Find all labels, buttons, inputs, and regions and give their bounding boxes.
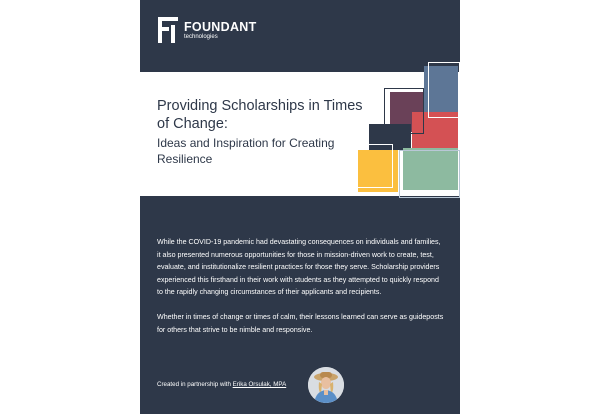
square-outline-mid [384,88,424,134]
square-outline-top [428,62,460,118]
credit-prefix: Created in partnership with [157,381,233,388]
title-main: Providing Scholarships in Times of Change: [157,98,363,132]
author-avatar [308,367,344,403]
foundant-logo-mark-icon [158,17,178,43]
logo-tagline: technologies [184,34,218,40]
intro-paragraph-1: While the COVID-19 pandemic had devastating consequences on individuals and families, it also presented numerous opportunities for those in mission-driven work to create, test, evaluate, and institutionalize resilient practices for those they serve. Scholarship providers experienced this firsthand in their work with students as they attempted to quickly respond to the rapidly changing circumstances of their applicants and recipients. [157,238,441,297]
document-title [157,97,367,167]
square-outline-bottom-left [353,144,393,188]
author-portrait-icon [308,367,344,403]
document-cover [140,0,460,414]
intro-paragraph-2: Whether in times of change or times of calm, their lessons learned can serve as guideposts for others that strive to be nimble and responsive. [157,312,444,334]
intro-text [157,236,445,348]
square-outline-bottom-right [399,150,460,198]
credit-line [157,381,286,388]
title-subtitle: Ideas and Inspiration for Creating Resilience [157,136,335,166]
author-link[interactable]: Erika Orsulak, MPA [232,381,287,388]
logo-wordmark: FOUNDANT [184,20,257,34]
